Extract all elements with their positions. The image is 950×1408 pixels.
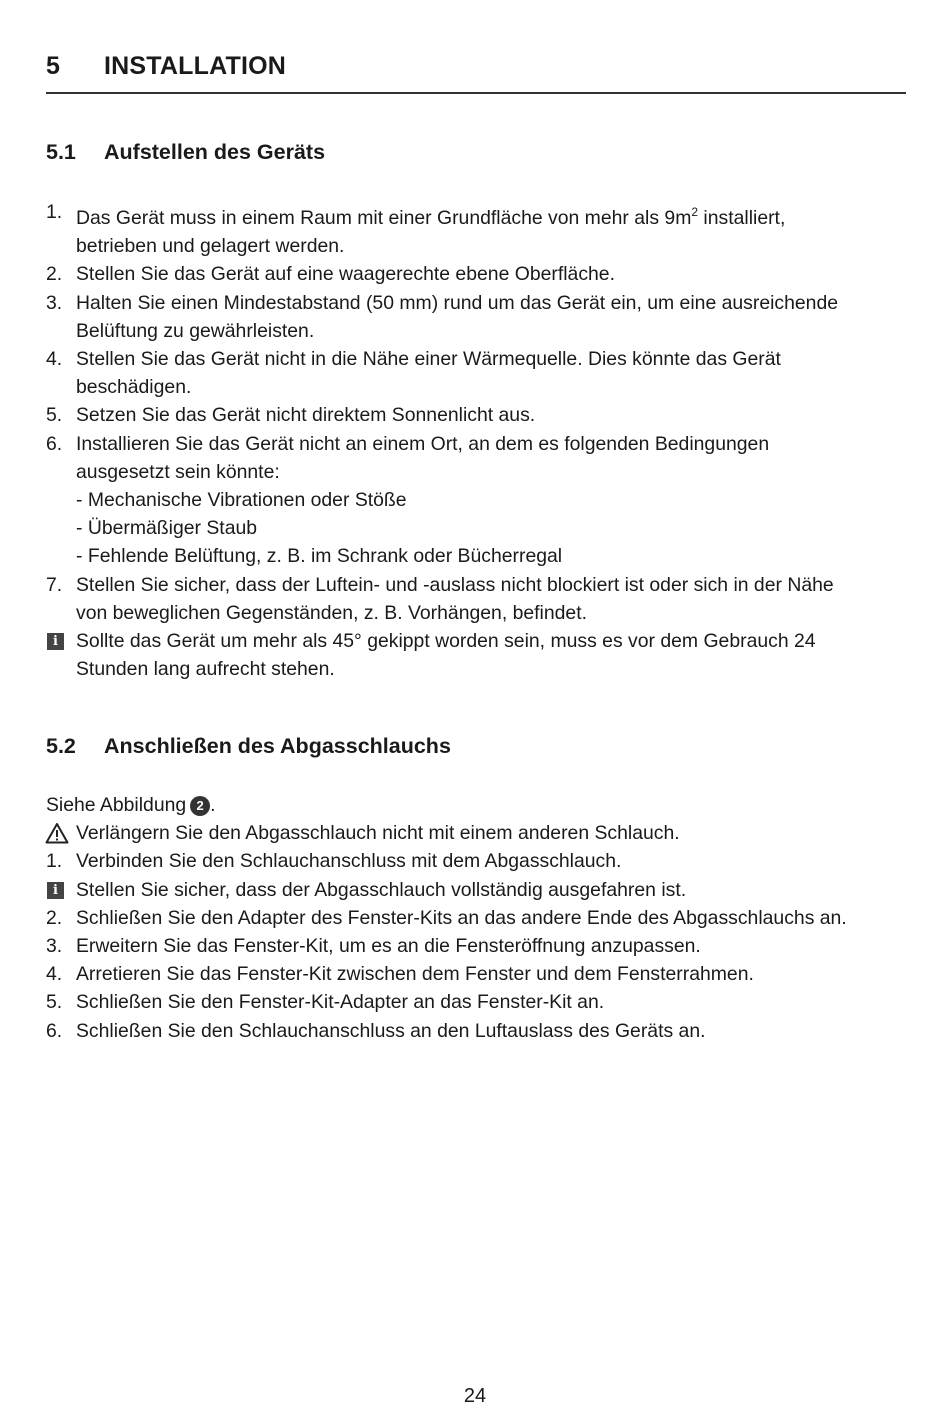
figure-reference [46, 791, 916, 819]
section-title: Aufstellen des Geräts [104, 140, 326, 164]
info-note [46, 876, 916, 904]
warning-text: Verlängern Sie den Abgasschlauch nicht mit einem anderen Schlauch. [76, 822, 680, 845]
list-item-text: Das Gerät muss in einem Raum mit einer Grundfläche von mehr als 9m [76, 207, 692, 229]
list-item [46, 932, 916, 960]
list-item [46, 198, 916, 260]
list-item [46, 430, 916, 571]
list-item-text: Halten Sie einen Mindestabstand (50 mm) rund um das Gerät ein, um eine ausreichende [76, 291, 839, 314]
list-item-text: Belüftung zu gewährleisten. [76, 319, 315, 342]
sub-item: - Mechanische Vibrationen oder Stöße [76, 489, 407, 512]
note-text: Stellen Sie sicher, dass der Abgasschlauch vollständig ausgefahren ist. [76, 878, 687, 901]
list-item-text: installiert, [698, 207, 786, 229]
list-marker: 5. [46, 991, 63, 1014]
list-item-text: Stellen Sie sicher, dass der Luftein- und -auslass nicht blockiert ist oder sich in der Nähe [76, 573, 834, 596]
list-item [46, 988, 916, 1016]
list-item-text: Installieren Sie das Gerät nicht an einem Ort, an dem es folgenden Bedingungen [76, 432, 770, 455]
list-item-text: ausgesetzt sein könnte: [76, 460, 280, 483]
figure-badge: 2 [190, 796, 210, 816]
note-text: Sollte das Gerät um mehr als 45° gekippt worden sein, muss es vor dem Gebrauch 24 [76, 630, 816, 653]
chapter-heading [46, 50, 906, 94]
list-marker: 2. [46, 263, 63, 286]
list-item-text: Schließen Sie den Fenster-Kit-Adapter an das Fenster-Kit an. [76, 991, 605, 1014]
sub-item: - Übermäßiger Staub [76, 517, 258, 540]
list-marker: 4. [46, 963, 63, 986]
superscript: 2 [691, 205, 699, 219]
list-item-text: Schließen Sie den Schlauchanschluss an den Luftauslass des Geräts an. [76, 1019, 706, 1042]
section-5-1-list [46, 198, 916, 683]
info-note [46, 627, 916, 683]
list-marker: 1. [46, 850, 63, 873]
list-item-text: Erweitern Sie das Fenster-Kit, um es an die Fensteröffnung anzupassen. [76, 935, 701, 958]
list-item [46, 260, 916, 288]
page-number: 24 [463, 1385, 487, 1407]
info-icon: i [47, 633, 64, 650]
intro-end: . [210, 794, 216, 816]
info-icon: i [47, 882, 64, 899]
list-item [46, 847, 916, 875]
list-item [46, 1017, 916, 1045]
list-marker: 6. [46, 432, 63, 455]
list-marker: 7. [46, 573, 63, 596]
list-marker: 4. [46, 348, 63, 371]
list-item-text: Verbinden Sie den Schlauchanschluss mit dem Abgasschlauch. [76, 850, 622, 873]
list-marker: 3. [46, 935, 63, 958]
intro-text: Siehe Abbildung [46, 794, 187, 816]
list-marker: 3. [46, 291, 63, 314]
section-number: 5.2 [46, 734, 76, 758]
list-item-text: Stellen Sie das Gerät nicht in die Nähe einer Wärmequelle. Dies könnte das Gerät [76, 348, 781, 371]
sub-item: - Fehlende Belüftung, z. B. im Schrank oder Bücherregal [76, 545, 563, 568]
list-item-text: betrieben und gelagert werden. [76, 235, 345, 258]
list-item-text: Schließen Sie den Adapter des Fenster-Kits an das andere Ende des Abgasschlauchs an. [76, 906, 847, 929]
section-number: 5.1 [46, 140, 76, 164]
list-item [46, 960, 916, 988]
list-item-text: Stellen Sie das Gerät auf eine waagerechte ebene Oberfläche. [76, 263, 615, 286]
section-5-2-list [46, 791, 916, 1045]
warning-icon [45, 822, 69, 844]
list-marker: 2. [46, 906, 63, 929]
list-item-text: Setzen Sie das Gerät nicht direktem Sonnenlicht aus. [76, 404, 536, 427]
warning-note [46, 819, 916, 847]
chapter-number: 5 [46, 52, 61, 80]
note-text: Stunden lang aufrecht stehen. [76, 658, 335, 681]
list-marker: 1. [46, 201, 63, 223]
list-item [46, 289, 916, 345]
chapter-title: INSTALLATION [104, 52, 287, 80]
list-item [46, 571, 916, 627]
list-marker: 6. [46, 1019, 63, 1042]
list-item [46, 904, 916, 932]
list-item-text: beschädigen. [76, 376, 192, 399]
list-item [46, 401, 916, 429]
section-title: Anschließen des Abgasschlauchs [104, 734, 451, 758]
list-item-text: Arretieren Sie das Fenster-Kit zwischen dem Fenster und dem Fensterrahmen. [76, 963, 754, 986]
list-item [46, 345, 916, 401]
list-item-text: von beweglichen Gegenständen, z. B. Vorhängen, befindet. [76, 601, 587, 624]
list-marker: 5. [46, 404, 63, 427]
